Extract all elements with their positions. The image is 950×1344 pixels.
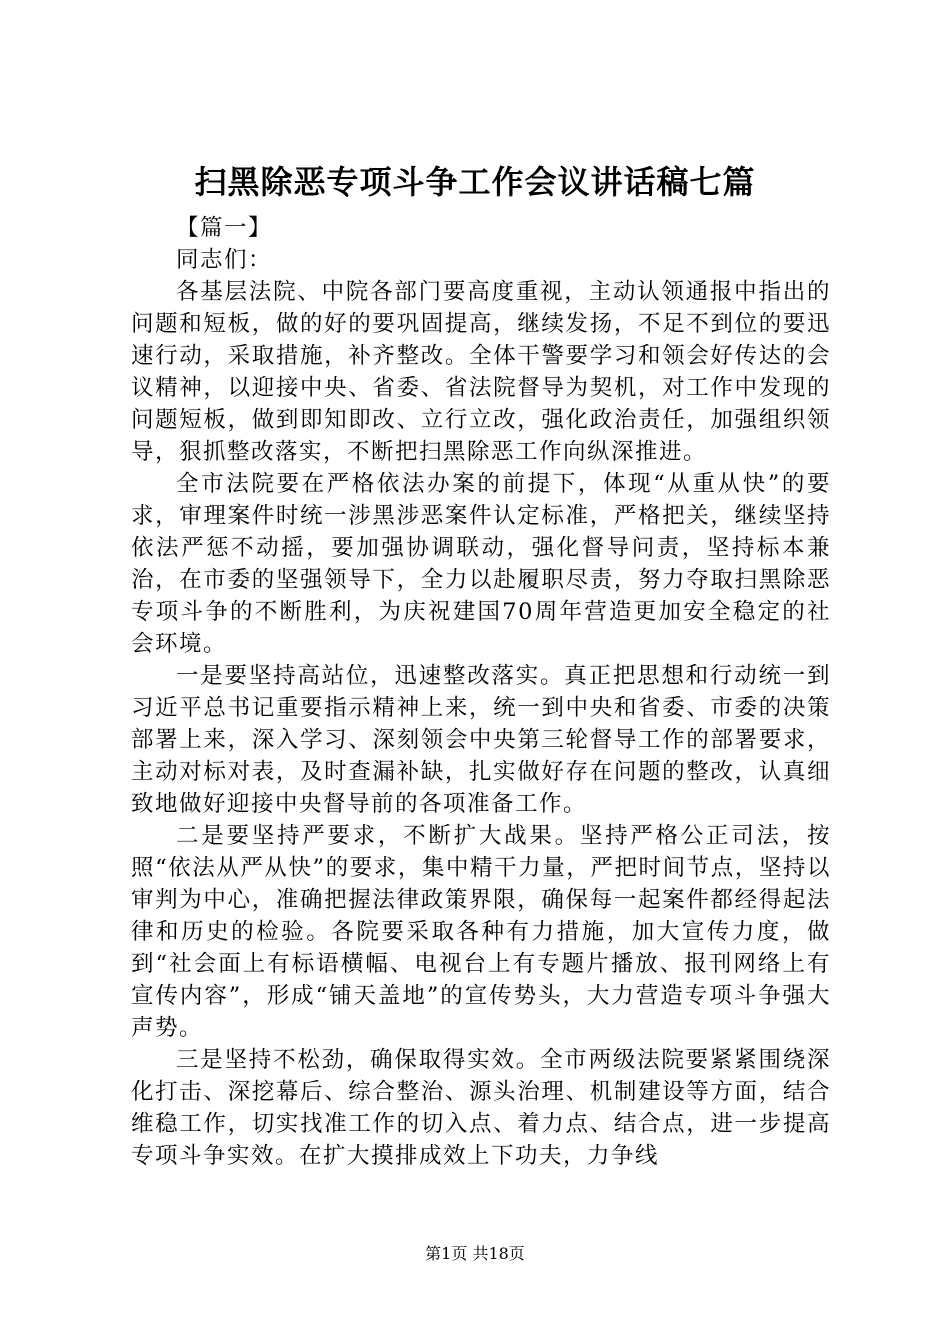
section-label: 【篇一】: [176, 215, 273, 241]
body-paragraph-1: 各基层法院、中院各部门要高度重视，主动认领通报中指出的问题和短板，做的好的要巩固提高，继续发扬，不足不到位的要迅速行动，采取措施，补齐整改。全体干警要学习和领会好传达的会议精神，以迎接中央、省委、省法院督导为契机，对工作中发现的问题短板，做到即知即改、立行立改，强化政治责任，加强组织领导，狠抓整改落实，不断把扫黑除恶工作向纵深推进。: [131, 279, 831, 465]
body-paragraph-3: 一是要坚持高站位，迅速整改落实。真正把思想和行动统一到习近平总书记重要指示精神上来，统一到中央和省委、市委的决策部署上来，深入学习、深刻领会中央第三轮督导工作的部署要求，主动对标对表，及时查漏补缺，扎实做好存在问题的整改，认真细致地做好迎接中央督导前的各项准备工作。: [131, 663, 831, 817]
document-title: 扫黑除恶专项斗争工作会议讲话稿七篇: [194, 163, 756, 201]
body-paragraph-4: 二是要坚持严要求，不断扩大战果。坚持严格公正司法，按照“依法从严从快”的要求，集中精干力量，严把时间节点，坚持以审判为中心，准确把握法律政策界限，确保每一起案件都经得起法律和历史的检验。各院要采取各种有力措施，加大宣传力度，做到“社会面上有标语横幅、电视台上有专题片播放、报刊网络上有宣传内容”，形成“铺天盖地”的宣传势头，大力营造专项斗争强大声势。: [131, 823, 831, 1041]
document-body: [131, 212, 831, 1172]
salutation: 同志们：: [176, 247, 273, 273]
page-number-footer: 第1页 共18页: [425, 1244, 525, 1263]
body-paragraph-2: 全市法院要在严格依法办案的前提下，体现“从重从快”的要求，审理案件时统一涉黑涉恶案件认定标准，严格把关，继续坚持依法严惩不动摇，要加强协调联动，强化督导问责，坚持标本兼治，在市委的坚强领导下，全力以赴履职尽责，努力夺取扫黑除恶专项斗争的不断胜利，为庆祝建国70周年营造更加安全稳定的社会环境。: [131, 471, 831, 657]
body-paragraph-5: 三是坚持不松劲，确保取得实效。全市两级法院要紧紧围绕深化打击、深挖幕后、综合整治、源头治理、机制建设等方面，结合维稳工作，切实找准工作的切入点、着力点、结合点，进一步提高专项斗争实效。在扩大摸排成效上下功夫，力争线: [131, 1047, 831, 1169]
